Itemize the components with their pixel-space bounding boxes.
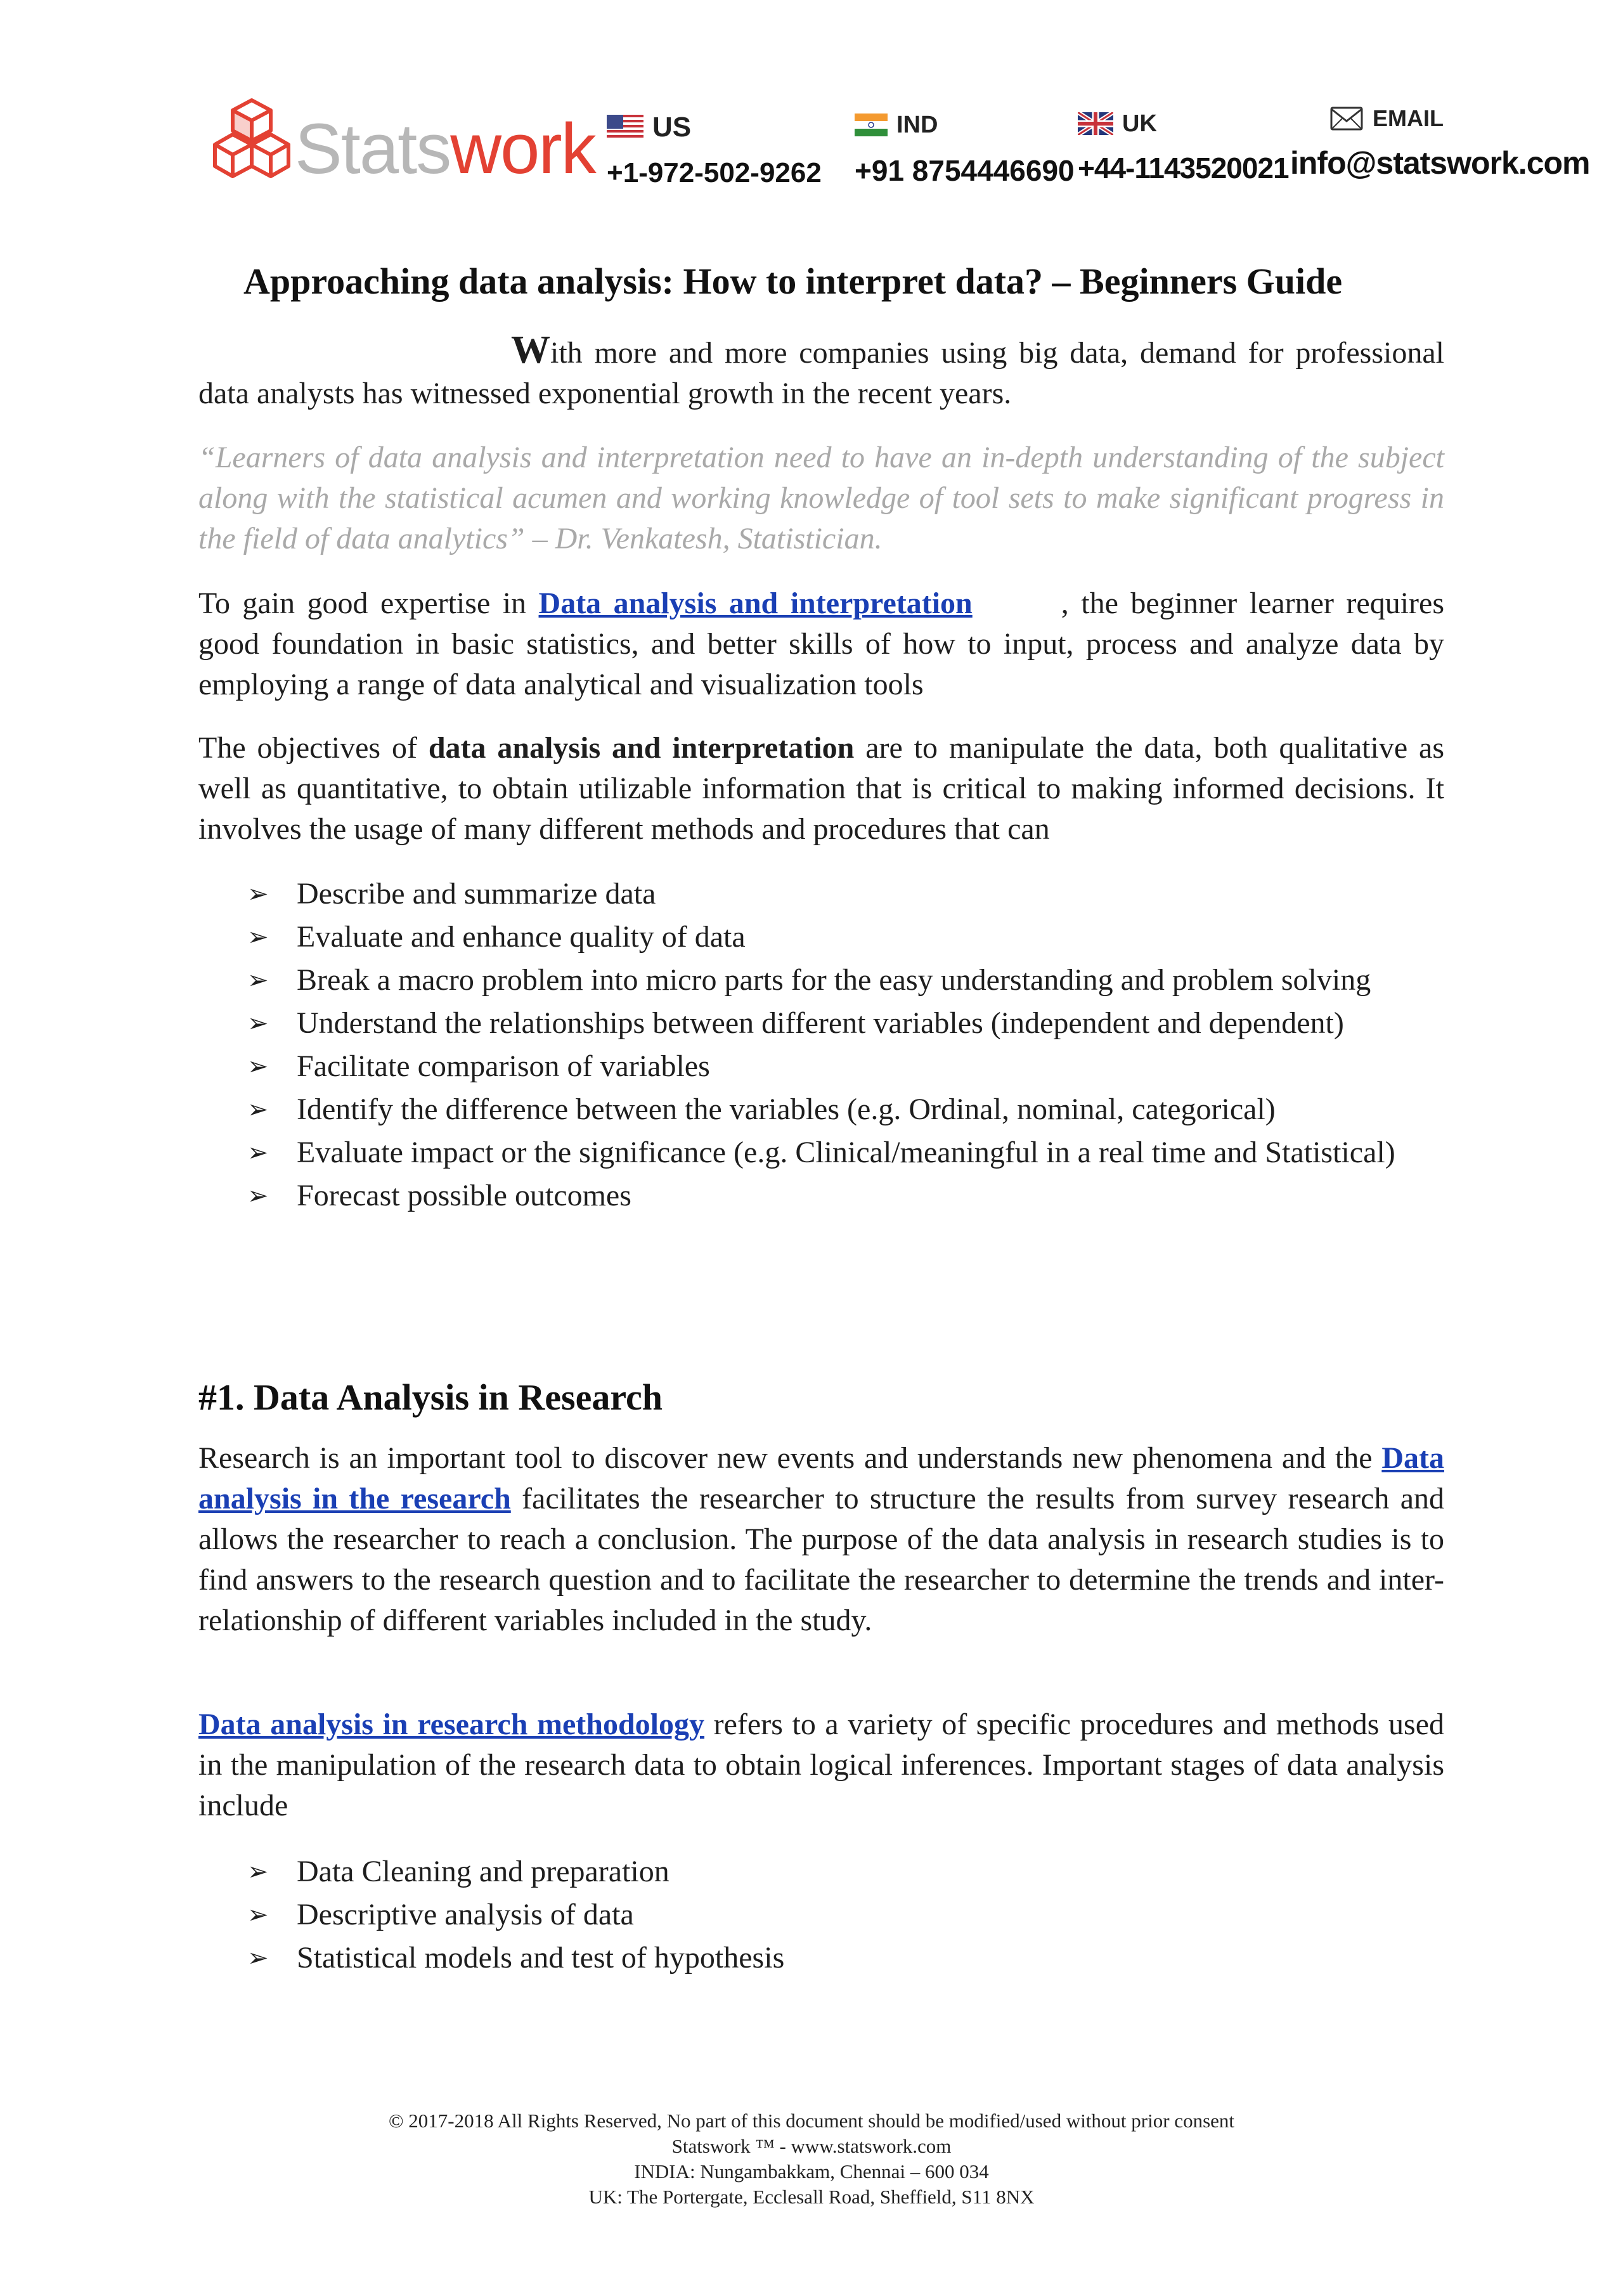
link-data-analysis-research-methodology[interactable]: Data analysis in research methodology	[198, 1708, 705, 1741]
us-phone[interactable]: +1-972-502-9262	[607, 157, 822, 188]
arrow-bullet-icon: ➢	[247, 923, 269, 952]
page-footer	[0, 2108, 1623, 2210]
arrow-bullet-icon: ➢	[247, 1943, 269, 1973]
contact-uk	[1078, 108, 1289, 190]
uk-phone[interactable]: +44-1143520021	[1078, 152, 1289, 185]
arrow-bullet-icon: ➢	[247, 966, 269, 995]
uk-flag-icon	[1078, 112, 1113, 135]
list-item: ➢ Data Cleaning and preparation	[247, 1850, 1444, 1893]
india-label: IND	[896, 111, 938, 138]
link-data-analysis-in-research[interactable]: Data analysis in the research	[198, 1441, 1444, 1515]
list-item: ➢ Statistical models and test of hypothesis	[247, 1936, 1444, 1980]
objectives-list	[247, 872, 1444, 1217]
statswork-logo[interactable]	[212, 95, 595, 197]
list-item: ➢ Forecast possible outcomes	[247, 1174, 1444, 1217]
methodology-paragraph: Data analysis in research methodology refers to a variety of specific procedures and methods used in the manipulation of the research data to obtain logical inferences. Important stages of data analysis include	[198, 1708, 1444, 1822]
arrow-bullet-icon: ➢	[247, 1138, 269, 1167]
india-address: INDIA: Nungambakkam, Chennai – 600 034	[634, 2160, 989, 2182]
list-item: ➢ Identify the difference between the variables (e.g. Ordinal, nominal, categorical)	[247, 1088, 1444, 1131]
logo-wordmark: Statswork	[295, 109, 595, 188]
us-label: US	[652, 112, 692, 143]
objectives-paragraph: The objectives of data analysis and interpretation are to manipulate the data, both qualitative as well as quantitative, to obtain utilizable information that is critical to making informed decisions. It involves the usage of many different methods and procedures that can	[198, 731, 1445, 846]
contact-us	[607, 112, 822, 194]
arrow-bullet-icon: ➢	[247, 1052, 269, 1081]
contact-india	[855, 109, 1075, 191]
stages-list	[247, 1850, 1444, 1980]
email-label: EMAIL	[1373, 105, 1444, 131]
section-heading: #1. Data Analysis in Research	[198, 1377, 663, 1418]
uk-label: UK	[1122, 110, 1157, 137]
cubes-logo-icon	[212, 95, 292, 197]
list-item: ➢ Evaluate and enhance quality of data	[247, 916, 1444, 959]
arrow-bullet-icon: ➢	[247, 1181, 269, 1210]
intro-paragraph: With more and more companies using big data, demand for professional data analysts has witnessed exponential growth in the recent years.	[198, 328, 1444, 410]
list-item: ➢ Describe and summarize data	[247, 872, 1444, 916]
envelope-icon	[1329, 106, 1364, 131]
email-address[interactable]: info@statswork.com	[1290, 145, 1590, 181]
copyright-line: © 2017-2018 All Rights Reserved, No part of this document should be modified/used without prior consent	[389, 2110, 1234, 2132]
arrow-bullet-icon: ➢	[247, 1009, 269, 1038]
arrow-bullet-icon: ➢	[247, 879, 269, 909]
arrow-bullet-icon: ➢	[247, 1857, 269, 1886]
arrow-bullet-icon: ➢	[247, 1900, 269, 1930]
list-item: ➢ Descriptive analysis of data	[247, 1893, 1444, 1936]
us-flag-icon	[607, 115, 643, 140]
list-item: ➢ Facilitate comparison of variables	[247, 1045, 1444, 1088]
document-title: Approaching data analysis: How to interpret data? – Beginners Guide	[243, 261, 1343, 302]
research-paragraph: Research is an important tool to discover new events and understands new phenomena and the Data analysis in the research facilitates the researcher to structure the results from survey research and allows the researcher to reach a conclusion. The purpose of the data analysis in research studies is to find answers to the research question and to facilitate the researcher to determine the trends and inter-relationship of different variables included in the study.	[198, 1441, 1445, 1637]
list-item: ➢ Understand the relationships between different variables (independent and dependent)	[247, 1002, 1444, 1045]
drop-cap: W	[511, 328, 550, 372]
page-header	[0, 0, 1623, 209]
india-phone[interactable]: +91 8754446690	[855, 154, 1075, 187]
website-line: Statswork ™ - www.statswork.com	[671, 2135, 952, 2157]
expertise-paragraph: To gain good expertise in Data analysis and interpretation , the beginner learner requires good foundation in basic statistics, and better skills of how to input, process and analyze data by employing a range of data analytical and visualization tools	[198, 587, 1445, 701]
arrow-bullet-icon: ➢	[247, 1095, 269, 1124]
link-data-analysis-interpretation[interactable]: Data analysis and interpretation	[538, 587, 973, 620]
quote-paragraph: “Learners of data analysis and interpretation need to have an in-depth understanding of the subject along with the statistical acumen and working knowledge of tool sets to make significant progress in the field of data analytics” – Dr. Venkatesh, Statistician.	[198, 441, 1444, 555]
list-item: ➢ Break a macro problem into micro parts for the easy understanding and problem solving	[247, 959, 1444, 1002]
list-item: ➢ Evaluate impact or the significance (e.g. Clinical/meaningful in a real time and Statistical)	[247, 1131, 1444, 1174]
contact-email	[1290, 103, 1590, 185]
india-flag-icon	[855, 114, 888, 136]
uk-address: UK: The Portergate, Ecclesall Road, Sheffield, S11 8NX	[588, 2186, 1035, 2208]
